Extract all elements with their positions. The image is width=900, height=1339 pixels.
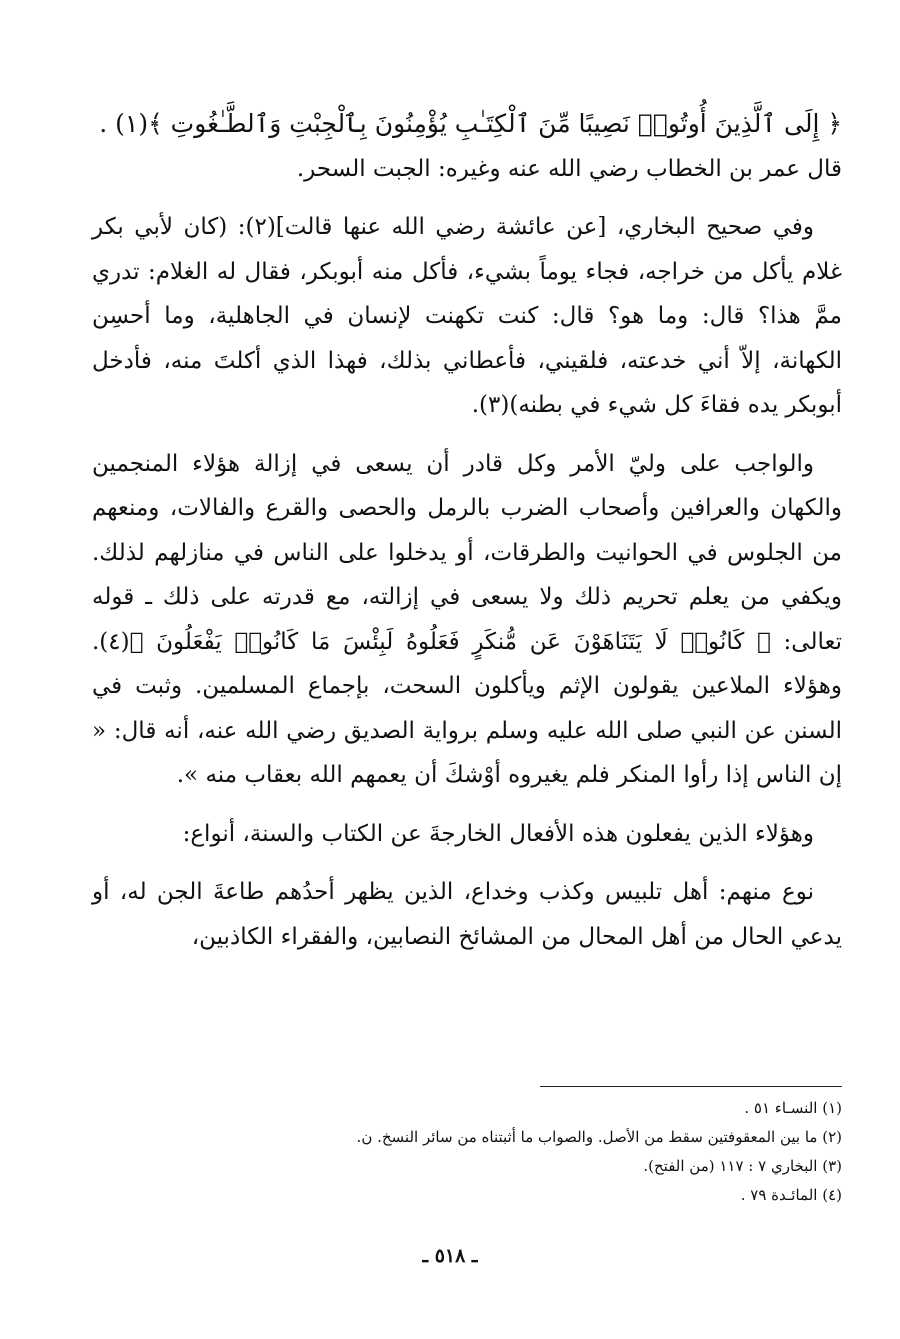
quran-verse-paragraph: ﴿ إِلَى ٱلَّذِينَ أُوتُوا۟ نَصِيبًا مِّنَ ٱلْكِتَـٰبِ يُؤْمِنُونَ بِٱلْجِبْتِ وَٱلطَّـٰغُوتِ ﴾(١) . [99, 109, 842, 138]
footnote: (١) النسـاء ٥١ . [744, 1099, 842, 1117]
footnote: (٢) ما بين المعقوفتين سقط من الأصل. والصواب ما أثبتناه من سائر النسخ. ن. [356, 1128, 842, 1146]
footnote-divider [540, 1086, 842, 1087]
page-number: ـ ٥١٨ ـ [422, 1245, 478, 1267]
footnote: (٤) المائـدة ٧٩ . [740, 1186, 842, 1204]
paragraph: والواجب على وليّ الأمر وكل قادر أن يسعى في إزالة هؤلاء المنجمين والكهان والعرافين وأصحاب الضرب بالرمل والحصى والقرع والفالات، ومنعهم من الجلوس في الحوانيت والطرقات، أو يدخلوا على الناس في منازلهم لذلك. ويكفي من يعلم تحريم ذلك ولا يسعى في إزالته، مع قدرته على ذلك ـ قوله تعالى: ﴿ كَانُوا۟ لَا يَتَنَاهَوْنَ عَن مُّنكَرٍ فَعَلُوهُ لَبِئْسَ مَا كَانُوا۟ يَفْعَلُونَ ﴾(٤). وهؤلاء الملاعين يقولون الإثم ويأكلون السحت، بإجماع المسلمين. وثبت في السنن عن النبي صلى الله عليه وسلم برواية الصديق رضي الله عنه، أنه قال: « إن الناس إذا رأوا المنكر فلم يغيروه أوْشكَ أن يعمهم الله بعقاب منه ». [92, 450, 842, 788]
paragraph: وهؤلاء الذين يفعلون هذه الأفعال الخارجةَ عن الكتاب والسنة، أنواع: [182, 820, 814, 847]
paragraph: وفي صحيح البخاري، [عن عائشة رضي الله عنها قالت](٢): (كان لأبي بكر غلام يأكل من خراجه، فجاء يوماً بشيء، فأكل منه أبوبكر، فقال له الغلام: تدري ممَّ هذا؟ قال: وما هو؟ قال: كنت تكهنت لإنسان في الجاهلية، وما أحسِن الكهانة، إلاّ أني خدعته، فلقيني، فأعطاني بذلك، فهذا الذي أكلتَ منه، فأدخل أبوبكر يده فقاءَ كل شيء في بطنه)(٣). [92, 214, 842, 418]
body-text [92, 102, 842, 959]
paragraph: نوع منهم: أهل تلبيس وكذب وخداع، الذين يظهر أحدُهم طاعةَ الجن له، أو يدعي الحال من أهل المحال من المشائخ النصابين، والفقراء الكاذبين، [92, 879, 842, 950]
footnote: (٣) البخاري ٧ : ١١٧ (من الفتح). [643, 1157, 842, 1175]
paragraph: قال عمر بن الخطاب رضي الله عنه وغيره: الجبت السحر. [296, 155, 842, 182]
footnotes [92, 1094, 842, 1210]
